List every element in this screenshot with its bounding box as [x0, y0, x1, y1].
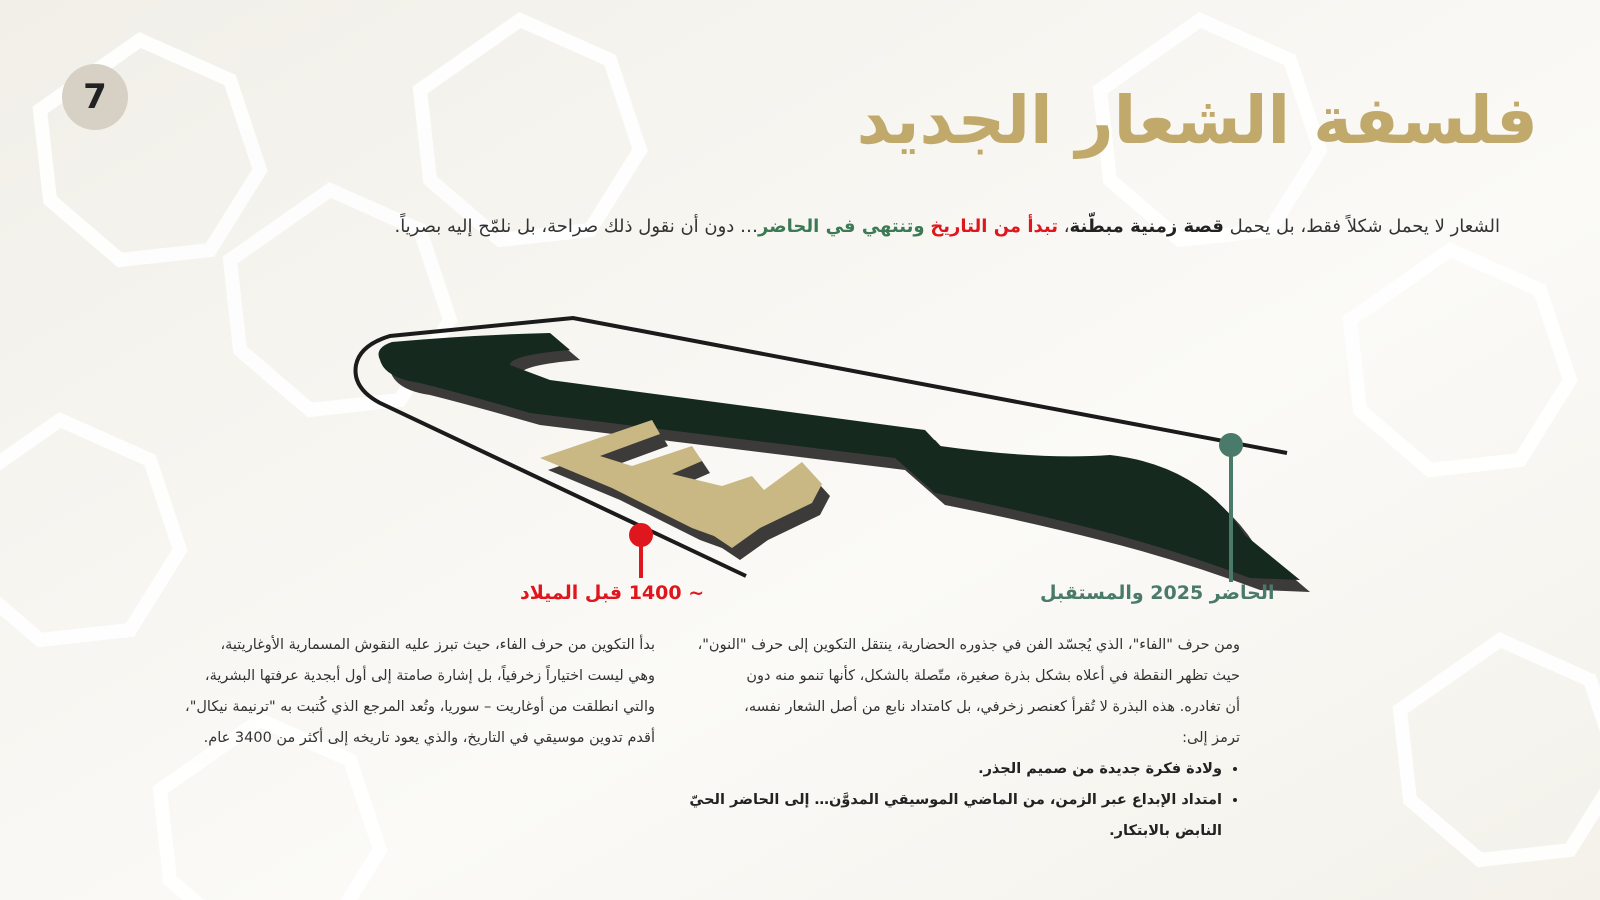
left-text-column	[180, 630, 655, 754]
right-text-column	[640, 630, 1240, 847]
left-text-line: والتي انطلقت من أوغاريت – سوريا، وتُعد المرجع الذي كُتبت به "ترنيمة نيكال"،	[185, 699, 655, 715]
symbol-bullet-list	[640, 754, 1240, 847]
present-label: الحاضر 2025 والمستقبل	[1040, 582, 1275, 604]
page-title: فلسفة الشعار الجديد	[856, 82, 1538, 159]
intro-highlight-past: تبدأ من التاريخ	[930, 216, 1058, 237]
past-marker-dot	[629, 523, 653, 547]
intro-bold: قصة زمنية مبطّنة	[1069, 216, 1224, 237]
right-text-line: أن تغادره. هذه البذرة لا تُقرأ كعنصر زخرفي، بل كامتداد نابع من أصل الشعار نفسه،	[744, 699, 1240, 715]
left-text-line: وهي ليست اختياراً زخرفياً، بل إشارة صامتة إلى أول أبجدية عرفتها البشرية،	[204, 668, 655, 684]
left-text-line: بدأ التكوين من حرف الفاء، حيث تبرز عليه النقوش المسمارية الأوغاريتية،	[220, 637, 655, 653]
present-marker-dot	[1219, 433, 1243, 457]
page-number-badge	[62, 64, 128, 130]
bullet-item: • ولادة فكرة جديدة من صميم الجذر.	[640, 754, 1222, 785]
left-text-line: أقدم تدوين موسيقي في التاريخ، والذي يعود تاريخه إلى أكثر من 3400 عام.	[203, 730, 655, 746]
intro-paragraph	[320, 216, 1500, 237]
intro-text-1: الشعار لا يحمل شكلاً فقط، بل يحمل	[1223, 216, 1500, 237]
past-label: ~ 1400 قبل الميلاد	[520, 582, 705, 604]
bullet-item: • امتداد الإبداع عبر الزمن، من الماضي الموسيقي المدوَّن… إلى الحاضر الحيّ النابض بالابتكار.	[640, 785, 1222, 847]
page-number: 7	[83, 77, 107, 117]
intro-highlight-present: وتنتهي في الحاضر	[758, 216, 925, 237]
intro-text-2: ،	[1058, 216, 1070, 237]
right-text-line: حيث تظهر النقطة في أعلاه بشكل بذرة صغيرة، متّصلة بالشكل، كأنها تنمو منه دون	[746, 668, 1240, 684]
right-text-line: ترمز إلى:	[1182, 730, 1240, 746]
intro-text-4: … دون أن نقول ذلك صراحة، بل نلمّح إليه بصرياً.	[394, 216, 759, 237]
right-text-line: ومن حرف "الفاء"، الذي يُجسّد الفن في جذوره الحضارية، ينتقل التكوين إلى حرف "النون"،	[697, 637, 1240, 653]
